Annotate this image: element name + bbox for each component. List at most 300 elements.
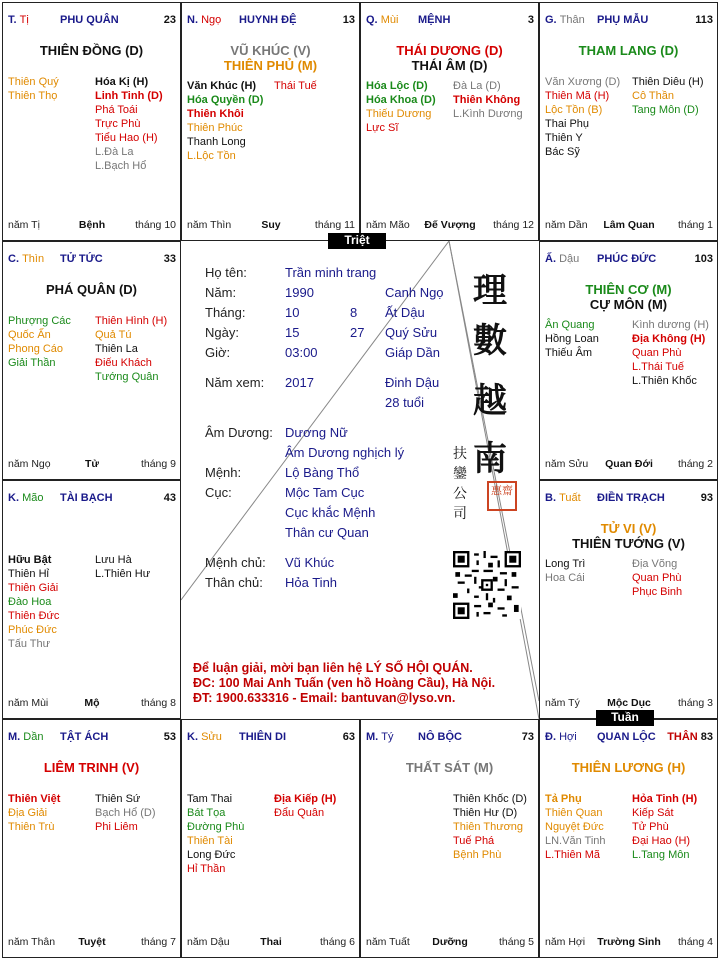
palace-chi: Dậu [559, 253, 580, 265]
palace-chi: Tý [381, 731, 394, 743]
palace-chi: Tuất [559, 492, 581, 504]
value-menh: Lộ Bàng Thổ [285, 465, 360, 480]
minor-star: L.Lộc Tồn [187, 150, 236, 162]
right-stars-column [632, 318, 709, 388]
value-view-year: 2017 [285, 375, 314, 390]
minor-star: Tấu Thư [8, 638, 51, 650]
palace-name: MỆNH [418, 14, 451, 26]
palace-chi: Mùi [380, 14, 399, 26]
palace-header [366, 14, 534, 28]
minor-star: Thiên Y [545, 132, 583, 144]
palace-stage: Tuyệt [78, 936, 106, 948]
palace-name: THIÊN DI [239, 731, 287, 743]
palace-header [8, 14, 176, 28]
minor-star: L.Đà La [95, 146, 134, 158]
minor-star: L.Thiên Hư [95, 568, 151, 580]
palace-header [545, 253, 713, 267]
palace-age: 33 [163, 253, 176, 265]
minor-star: Long Đức [187, 849, 236, 861]
palace-age-group [695, 14, 713, 26]
minor-star: L.Thiên Khốc [632, 375, 697, 387]
minor-star: Tang Môn (D) [632, 104, 699, 116]
minor-star: L.Thái Tuế [632, 361, 684, 373]
palace-can: K. [187, 731, 198, 743]
palace-year: năm Tý [545, 697, 580, 709]
minor-star: Văn Khúc (H) [187, 80, 257, 92]
palace-stage: Đế Vượng [424, 219, 476, 231]
value-day-canchi: Quý Sửu [385, 325, 438, 340]
label-than-chu: Thân chủ: [205, 575, 263, 590]
minor-star: Tướng Quân [95, 371, 159, 383]
palace-month: tháng 1 [677, 219, 713, 231]
value-day: 15 [285, 325, 300, 340]
value-view-year-canchi: Đinh Dậu [385, 375, 440, 390]
palace-name: ĐIỀN TRẠCH [597, 492, 665, 504]
palace-hoi [539, 719, 718, 958]
minor-star: LN.Văn Tinh [545, 835, 606, 847]
main-star: THAM LANG (D) [578, 43, 679, 58]
right-stars-column [632, 792, 697, 862]
minor-star: Quốc Ấn [8, 329, 51, 341]
minor-star: Thiếu Âm [545, 347, 593, 359]
palace-stage: Mộc Dục [607, 697, 651, 709]
palace-name: PHÚC ĐỨC [597, 253, 657, 265]
palace-year: năm Ngọ [8, 458, 51, 470]
palace-name: TỬ TỨC [60, 253, 103, 265]
palace-dau [539, 241, 718, 480]
value-than-chu: Hỏa Tinh [285, 575, 338, 590]
palace-than [539, 2, 718, 241]
palace-age: 93 [700, 492, 713, 504]
label-year: Năm: [205, 285, 237, 300]
palace-month: tháng 2 [677, 458, 713, 470]
minor-star: Phá Toái [95, 104, 138, 116]
minor-star: Thiên Trù [8, 821, 55, 833]
palace-ngo [181, 2, 360, 241]
calligraphy-char-4: 南 [473, 439, 507, 479]
palace-stage: Dưỡng [432, 936, 468, 948]
value-hour-canchi: Giáp Dần [385, 345, 440, 360]
palace-thin [2, 241, 181, 480]
calligraphy-char-2: 數 [473, 321, 507, 361]
palace-chi: Mão [22, 492, 44, 504]
qr-code-icon [453, 551, 521, 619]
minor-star: Thiên Phúc [187, 122, 243, 134]
calligraphy-char-1: 理 [473, 271, 507, 311]
value-menh-chu: Vũ Khúc [285, 555, 335, 570]
main-star: THIÊN ĐỒNG (D) [39, 43, 144, 58]
label-view-year: Năm xem: [205, 375, 265, 390]
palace-age: 53 [163, 731, 176, 743]
palace-footer [8, 458, 176, 471]
calligraphy-small-3: 公 [453, 486, 467, 502]
palace-month: tháng 9 [140, 458, 176, 470]
minor-star: Đại Hao (H) [632, 835, 691, 847]
palace-dan [2, 719, 181, 958]
palace-footer [8, 219, 176, 232]
palace-can: C. [8, 253, 19, 265]
main-star: VŨ KHÚC (V) [230, 43, 311, 58]
minor-star: Kiếp Sát [632, 807, 674, 819]
minor-star: Linh Tinh (D) [95, 90, 163, 102]
palace-chi: Ngọ [201, 14, 222, 26]
minor-star: Thái Tuế [274, 80, 317, 92]
palace-age: 103 [694, 253, 713, 265]
palace-age-group [164, 14, 176, 26]
minor-star: Thai Phụ [545, 118, 590, 130]
calligraphy-char-3: 越 [473, 381, 507, 421]
label-menh-chu: Mệnh chủ: [205, 555, 266, 570]
palace-month: tháng 4 [677, 936, 713, 948]
palace-year: năm Tị [8, 219, 40, 231]
palace-age: 43 [163, 492, 176, 504]
palace-header [366, 731, 534, 745]
tuan-tag: Tuần [596, 710, 654, 726]
minor-star: Hóa Khoa (D) [366, 94, 436, 106]
minor-star: Thiên Thọ [8, 90, 58, 102]
minor-star: Thiên Sứ [95, 793, 141, 805]
minor-star: Điếu Khách [95, 357, 152, 369]
palace-name: PHỤ MẪU [597, 14, 649, 26]
palace-can: T. [8, 14, 17, 26]
palace-can: Đ. [545, 731, 556, 743]
palace-age-group [164, 253, 176, 265]
minor-star: Tử Phù [632, 821, 669, 833]
palace-chi: Dần [23, 731, 44, 743]
right-stars-column [274, 792, 336, 820]
left-stars-column [187, 79, 263, 163]
minor-star: Hóa Lộc (D) [366, 80, 428, 92]
minor-star: Thiên Giải [8, 582, 59, 594]
palace-year: năm Thân [8, 936, 56, 948]
minor-star: Phượng Các [8, 315, 71, 327]
palace-month: tháng 7 [140, 936, 176, 948]
label-month: Tháng: [205, 305, 246, 320]
minor-star: Long Trì [545, 558, 586, 570]
palace-age: 23 [163, 14, 176, 26]
palace-age-group [528, 14, 534, 26]
palace-age: 113 [695, 14, 713, 26]
palace-month: tháng 10 [135, 219, 176, 231]
minor-star: Đà La (D) [453, 80, 501, 92]
minor-star: Văn Xương (D) [545, 76, 621, 88]
minor-star: Tuế Phá [453, 835, 495, 847]
value-year-canchi: Canh Ngọ [385, 285, 444, 300]
triet-tag: Triệt [328, 233, 386, 249]
palace-year: năm Tuất [366, 936, 410, 948]
minor-star: Bạch Hổ (D) [95, 807, 156, 819]
palace-name: NÔ BỘC [418, 731, 462, 743]
palace-year: năm Thìn [187, 219, 232, 231]
minor-star: Hỏa Tinh (H) [632, 793, 698, 805]
right-stars-column [453, 79, 523, 121]
palace-chi: Hợi [559, 731, 577, 743]
palace-header [8, 731, 176, 745]
palace-header [8, 492, 176, 506]
minor-star: Lưu Hà [95, 554, 132, 566]
palace-age-group [522, 731, 534, 743]
center-info-panel [181, 241, 539, 719]
value-day-lunar: 27 [350, 325, 365, 340]
palace-can: K. [8, 492, 19, 504]
palace-age-group [164, 492, 176, 504]
palace-can: N. [187, 14, 198, 26]
contact-line-1: Để luận giải, mời bạn liên hệ LÝ SỐ HỘI QUÁN. [193, 661, 473, 675]
minor-star: L.Thiên Mã [545, 849, 601, 861]
right-stars-column [632, 75, 704, 117]
label-hour: Giờ: [205, 345, 231, 360]
palace-age-group [343, 14, 355, 26]
right-stars-column [95, 314, 167, 384]
left-stars-column [366, 79, 436, 135]
palace-header [545, 492, 713, 506]
minor-star: Cô Thần [632, 90, 674, 102]
left-stars-column [545, 792, 606, 862]
left-stars-column [187, 792, 244, 876]
left-stars-column [545, 557, 585, 585]
palace-stage: Tử [84, 458, 100, 470]
left-stars-column [545, 318, 599, 360]
minor-star: Địa Giải [8, 807, 48, 819]
palace-month: tháng 11 [314, 219, 355, 231]
minor-star: Địa Kiếp (H) [274, 793, 337, 805]
minor-star: Phục Binh [632, 586, 683, 598]
palace-footer [187, 936, 355, 949]
palace-can: Q. [366, 14, 378, 26]
right-stars-column [632, 557, 682, 599]
minor-star: Phi Liêm [95, 821, 138, 833]
minor-star: Thanh Long [187, 136, 246, 148]
minor-star: Thiên Quan [545, 807, 603, 819]
minor-star: Giải Thần [8, 357, 56, 369]
minor-star: Đào Hoa [8, 596, 52, 608]
left-stars-column [8, 792, 60, 834]
main-star: THIÊN CƠ (M) [585, 282, 672, 297]
palace-year: năm Mùi [8, 697, 49, 709]
value-name: Trần minh trang [285, 265, 377, 280]
palace-stage: Quan Đới [605, 458, 653, 470]
palace-footer [366, 219, 534, 232]
right-stars-column [274, 79, 317, 93]
palace-age: 13 [342, 14, 355, 26]
minor-star: Hoa Cái [545, 572, 585, 584]
label-day: Ngày: [205, 325, 239, 340]
minor-star: Hỉ Thần [187, 863, 226, 875]
right-stars-column [95, 792, 156, 834]
minor-star: Đường Phù [187, 821, 245, 833]
palace-name: TÀI BẠCH [60, 492, 113, 504]
minor-star: Quan Phù [632, 347, 682, 359]
minor-star: Thiên Đức [8, 610, 60, 622]
main-star: THẤT SÁT (M) [405, 760, 494, 775]
minor-star: Thiên La [95, 343, 138, 355]
value-am-duong-1: Dương Nữ [285, 425, 348, 440]
minor-star: Bệnh Phù [453, 849, 502, 861]
minor-star: Trực Phù [95, 118, 141, 130]
tu-vi-chart [2, 2, 718, 958]
main-star: PHÁ QUÂN (D) [46, 282, 137, 297]
calligraphy-small-4: 司 [453, 506, 467, 522]
minor-star: Hóa Kị (H) [95, 76, 149, 88]
minor-star: Thiên Khôi [187, 108, 244, 120]
label-menh: Mệnh: [205, 465, 242, 480]
minor-star: Tam Thai [187, 793, 233, 805]
main-star: TỬ VI (V) [600, 521, 657, 536]
palace-footer [545, 936, 713, 949]
minor-star: Thiếu Dương [366, 108, 432, 120]
minor-star: Bác Sỹ [545, 146, 580, 158]
minor-star: Phong Cáo [8, 343, 64, 355]
palace-tuat [539, 480, 718, 719]
palace-stage: Lâm Quan [603, 219, 655, 231]
minor-star: Kình dương (H) [632, 319, 709, 331]
palace-name: TẬT ÁCH [60, 731, 109, 743]
minor-star: Địa Võng [632, 558, 678, 570]
minor-star: Địa Không (H) [632, 333, 706, 345]
minor-star: Lực Sĩ [366, 122, 399, 134]
palace-month: tháng 12 [493, 219, 534, 231]
left-stars-column [545, 75, 620, 159]
minor-star: Thiên Thương [453, 821, 524, 833]
palace-age-group [695, 253, 713, 265]
minor-star: Thiên Diêu (H) [632, 76, 704, 88]
palace-footer [545, 458, 713, 471]
palace-footer [545, 697, 713, 710]
value-month: 10 [285, 305, 300, 320]
palace-age-group [343, 731, 355, 743]
right-stars-column [453, 792, 527, 862]
minor-star: Tiểu Hao (H) [95, 132, 158, 144]
palace-year: năm Hợi [545, 936, 586, 948]
palace-name: QUAN LỘC [597, 731, 656, 743]
palace-month: tháng 3 [677, 697, 713, 709]
palace-header [187, 14, 355, 28]
minor-star: Hồng Loan [545, 333, 599, 345]
palace-can: B. [545, 492, 556, 504]
minor-star: Thiên Hình (H) [95, 315, 168, 327]
minor-star: Thiên Tài [187, 835, 233, 847]
palace-chi: Thìn [22, 253, 45, 265]
value-am-duong-2: Âm Dương nghịch lý [285, 445, 405, 460]
contact-phone-email: ĐT: 1900.633316 - Email: bantuvan@lyso.vn. [193, 691, 456, 705]
palace-can: M. [8, 731, 21, 743]
minor-star: Bát Tọa [187, 807, 226, 819]
minor-star: Thiên Quý [8, 76, 59, 88]
main-star: THÁI DƯƠNG (D) [396, 43, 503, 58]
main-star: THIÊN PHỦ (M) [223, 58, 318, 73]
palace-month: tháng 8 [140, 697, 176, 709]
palace-chi: Tị [19, 14, 29, 26]
minor-star: Thiên Không [453, 94, 521, 106]
palace-footer [8, 697, 176, 710]
contact-address: ĐC: 100 Mai Anh Tuấn (ven hồ Hoàng Cầu), Hà Nội. [193, 676, 496, 690]
value-cuc-2: Cục khắc Mệnh [285, 505, 376, 520]
minor-star: Quan Phù [632, 572, 682, 584]
minor-star: Hóa Quyền (D) [187, 94, 264, 106]
value-month-lunar: 8 [350, 305, 358, 320]
value-hour: 03:00 [285, 345, 318, 360]
palace-chi: Thân [559, 14, 585, 26]
palace-age-group [164, 731, 176, 743]
palace-stage: Mộ [84, 697, 100, 709]
minor-star: L.Bạch Hổ [95, 160, 147, 172]
minor-star: Đẩu Quân [274, 807, 325, 819]
palace-year: năm Mão [366, 219, 410, 231]
palace-stage: Trường Sinh [597, 936, 661, 948]
main-star: CỰ MÔN (M) [589, 297, 668, 312]
palace-mao [2, 480, 181, 719]
palace-can: Ấ. [545, 253, 556, 265]
label-am-duong: Âm Dương: [205, 425, 273, 440]
left-stars-column [8, 314, 71, 370]
minor-star: Thiên Khốc (D) [453, 793, 527, 805]
palace-header [8, 253, 176, 267]
label-name: Họ tên: [205, 265, 247, 280]
palace-chi: Sửu [201, 731, 222, 743]
minor-star: Thiên Mã (H) [545, 90, 610, 102]
palace-can: M. [366, 731, 379, 743]
value-year: 1990 [285, 285, 314, 300]
minor-star: Thiên Hỉ [8, 568, 49, 580]
palace-age: 3 [527, 14, 534, 26]
palace-header [187, 731, 355, 745]
palace-month: tháng 6 [319, 936, 355, 948]
palace-age: 63 [342, 731, 355, 743]
right-stars-column [95, 75, 163, 173]
palace-footer [366, 936, 534, 949]
minor-star: Phúc Đức [8, 624, 57, 636]
palace-name: HUYNH ĐỆ [239, 14, 297, 26]
right-stars-column [95, 553, 150, 581]
palace-age-group [667, 731, 713, 743]
palace-month: tháng 5 [498, 936, 534, 948]
palace-stage: Thai [260, 936, 282, 948]
minor-star: Thiên Hư (D) [453, 807, 518, 819]
palace-footer [8, 936, 176, 949]
minor-star: Tả Phụ [545, 793, 582, 805]
palace-header [545, 731, 713, 745]
main-star: LIÊM TRINH (V) [43, 760, 140, 775]
main-star: THIÊN LƯƠNG (H) [571, 760, 686, 775]
palace-footer [187, 219, 355, 232]
label-cuc: Cục: [205, 485, 232, 500]
minor-star: Hữu Bật [8, 554, 52, 566]
minor-star: L.Tang Môn [632, 849, 690, 861]
minor-star: Ân Quang [545, 319, 595, 331]
palace-ty [360, 719, 539, 958]
palace-footer [545, 219, 713, 232]
left-stars-column [8, 553, 59, 651]
palace-can: G. [545, 14, 557, 26]
palace-ti [2, 2, 181, 241]
palace-name: PHU QUÂN [60, 14, 119, 26]
palace-age: 73 [521, 731, 534, 743]
minor-star: Quả Tú [95, 329, 132, 341]
palace-year: năm Sửu [545, 458, 589, 470]
value-month-canchi: Ất Dậu [385, 305, 425, 320]
minor-star: L.Kình Dương [453, 108, 523, 120]
left-stars-column [8, 75, 59, 103]
palace-year: năm Dần [545, 219, 588, 231]
main-star: THÁI ÂM (D) [411, 58, 488, 73]
palace-stage: Bệnh [78, 219, 106, 231]
palace-mui [360, 2, 539, 241]
palace-suu [181, 719, 360, 958]
value-cuc-1: Mộc Tam Cục [285, 485, 365, 500]
palace-age-group [701, 492, 713, 504]
palace-age: 83 [700, 731, 713, 743]
minor-star: Lộc Tồn (B) [545, 104, 603, 116]
